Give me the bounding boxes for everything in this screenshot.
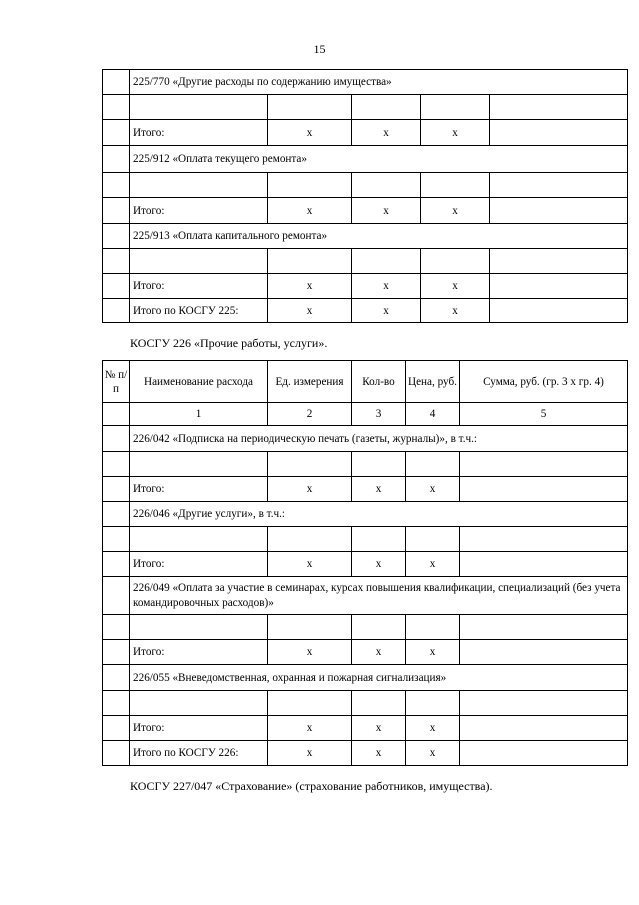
header-name: Наименование расхода [130,361,268,403]
header-number: № п/п [103,361,130,403]
column-number: 4 [406,403,460,426]
grand-total-row [103,299,628,323]
mark: x [268,477,352,502]
table-row [103,527,628,552]
table-kosgu-226 [102,360,628,766]
column-number: 2 [268,403,352,426]
section-title: 225/913 «Оплата капитального ремонта» [130,224,628,249]
table-row [103,249,628,274]
table-row [103,691,628,716]
column-number: 3 [352,403,406,426]
section-title: 225/912 «Оплата текущего ремонта» [130,146,628,173]
mark: x [406,640,460,665]
mark: x [421,274,490,299]
mark: x [421,299,490,323]
mark: x [352,640,406,665]
mark: x [406,741,460,766]
table-kosgu-225 [102,69,628,323]
column-number: 5 [460,403,628,426]
section-title: 226/049 «Оплата за участие в семинарах, курсах повышения квалификации, специализаций (без учета командировочных расходов)» [130,577,628,615]
column-number: 1 [130,403,268,426]
header-price: Цена, руб. [406,361,460,403]
total-label: Итого: [130,716,268,741]
section-title: 226/042 «Подписка на периодическую печать (газеты, журналы)», в т.ч.: [130,426,628,452]
table-row [103,95,628,120]
mark: x [268,198,352,224]
header-sum: Сумма, руб. (гр. 3 х гр. 4) [460,361,628,403]
section-title: 226/046 «Другие услуги», в т.ч.: [130,502,628,527]
total-row [103,640,628,665]
mark: x [421,120,490,146]
mark: x [352,716,406,741]
mark: x [268,274,352,299]
total-label: Итого: [130,198,268,224]
table-row [103,173,628,198]
total-row [103,552,628,577]
caption-kosgu-227: КОСГУ 227/047 «Страхование» (страхование работников, имущества). [130,779,493,793]
total-row [103,120,628,146]
mark: x [406,477,460,502]
mark: x [268,299,352,323]
mark: x [268,741,352,766]
header-row [103,361,628,403]
mark: x [421,198,490,224]
mark: x [268,640,352,665]
mark: x [352,120,421,146]
mark: x [268,552,352,577]
mark: x [352,477,406,502]
mark: x [268,120,352,146]
total-row [103,716,628,741]
table-row [103,615,628,640]
total-label: Итого: [130,274,268,299]
section-title: 226/055 «Вневедомственная, охранная и пожарная сигнализация» [130,665,628,691]
mark: x [352,299,421,323]
section-title: 225/770 «Другие расходы по содержанию имущества» [130,70,628,95]
total-row [103,274,628,299]
header-quantity: Кол-во [352,361,406,403]
page-number: 15 [313,42,326,56]
mark: x [352,741,406,766]
mark: x [352,198,421,224]
grand-total-row [103,741,628,766]
mark: x [268,716,352,741]
mark: x [406,716,460,741]
total-label: Итого: [130,552,268,577]
mark: x [352,552,406,577]
total-label: Итого: [130,640,268,665]
total-row [103,198,628,224]
grand-total-label: Итого по КОСГУ 226: [130,741,268,766]
total-row [103,477,628,502]
mark: x [406,552,460,577]
caption-kosgu-226: КОСГУ 226 «Прочие работы, услуги». [130,336,328,350]
mark: x [352,274,421,299]
grand-total-label: Итого по КОСГУ 225: [130,299,268,323]
column-numbers-row [103,403,628,426]
row-number-cell [103,70,130,95]
header-unit: Ед. измерения [268,361,352,403]
table-row [103,452,628,477]
total-label: Итого: [130,477,268,502]
total-label: Итого: [130,120,268,146]
